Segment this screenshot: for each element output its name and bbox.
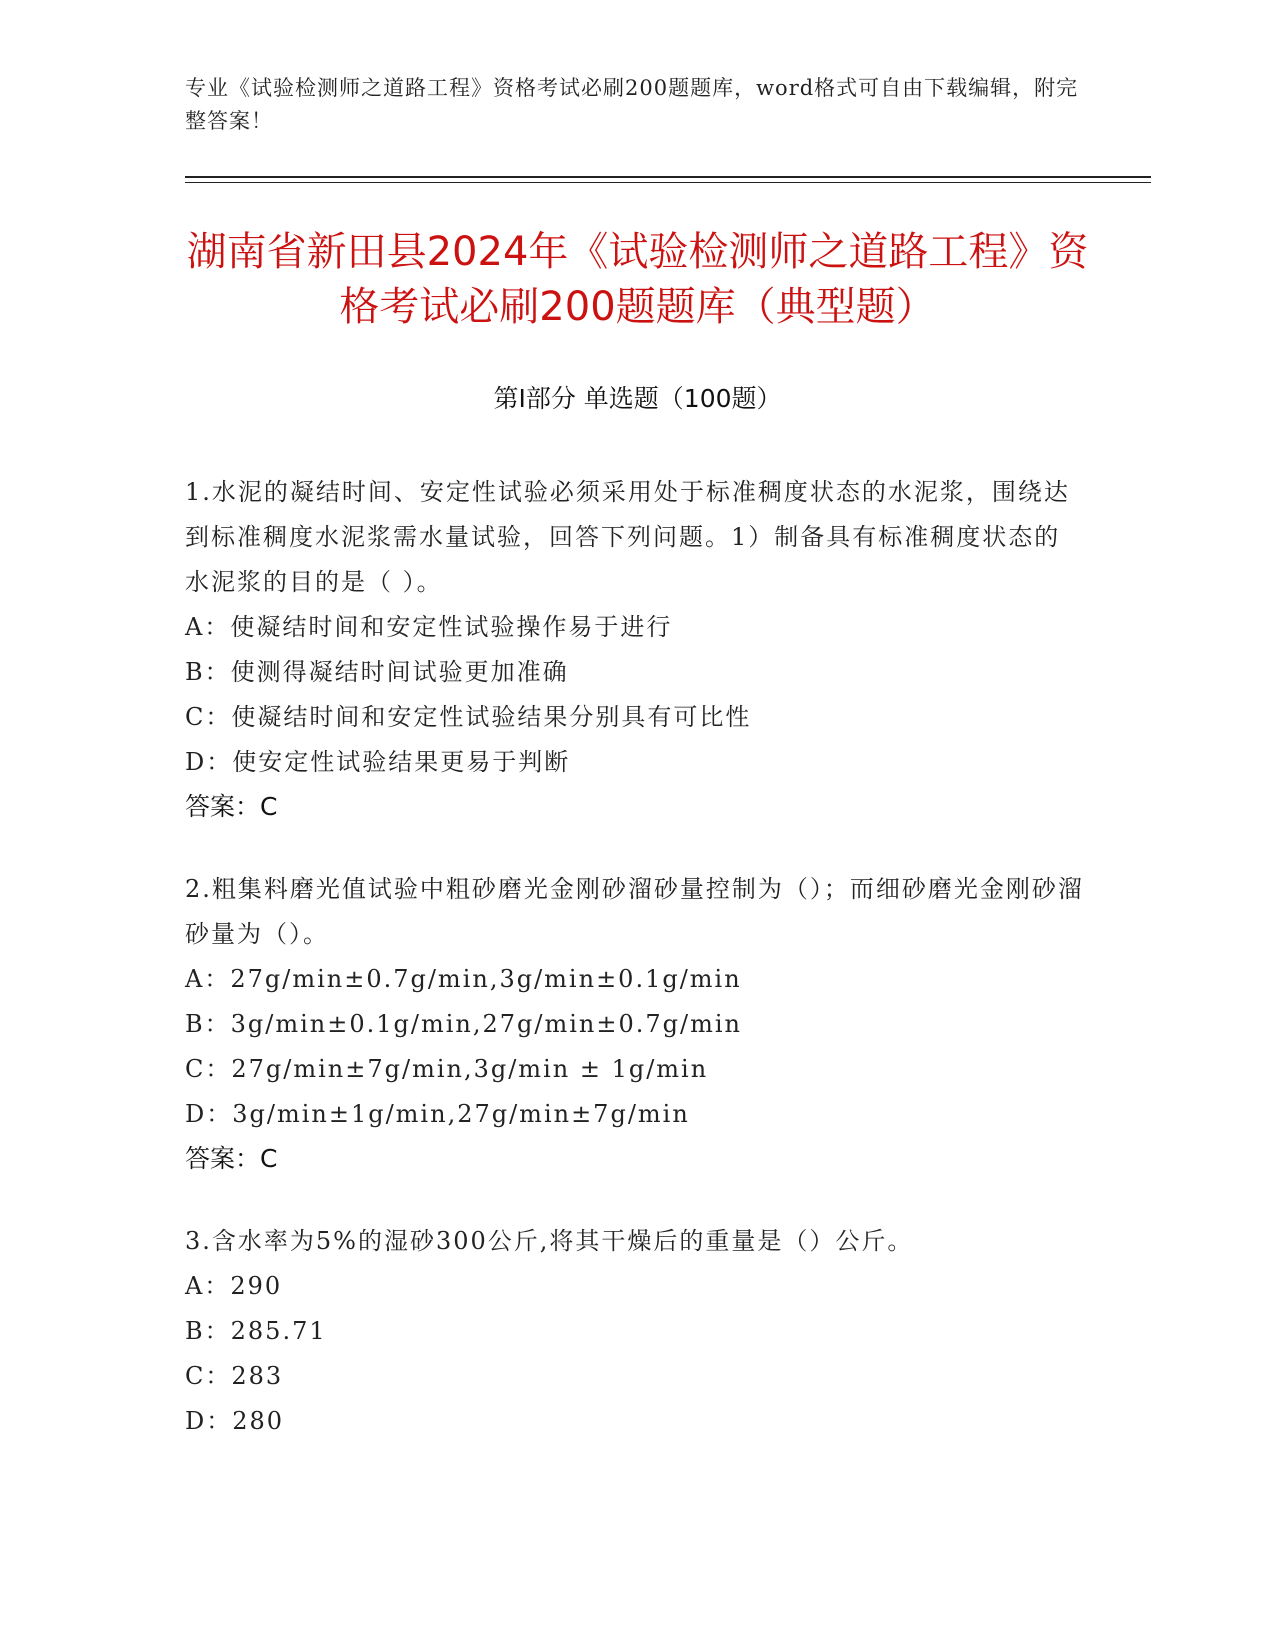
option-b: B：使测得凝结时间试验更加准确 bbox=[185, 658, 569, 686]
answer: 答案：C bbox=[185, 1144, 278, 1173]
header-divider-thin bbox=[185, 182, 1151, 183]
option-c: C：283 bbox=[185, 1362, 284, 1390]
option-a: A：使凝结时间和安定性试验操作易于进行 bbox=[185, 613, 673, 641]
question-3 bbox=[185, 1219, 1085, 1444]
option-c: C：使凝结时间和安定性试验结果分别具有可比性 bbox=[185, 703, 752, 731]
option-a: A：27g/min±0.7g/min,3g/min±0.1g/min bbox=[185, 965, 742, 993]
question-stem: 3.含水率为5%的湿砂300公斤,将其干燥后的重量是（）公斤。 bbox=[185, 1227, 914, 1255]
header-note: 专业《试验检测师之道路工程》资格考试必刷200题题库，word格式可自由下载编辑，附完整答案！ bbox=[185, 76, 1079, 133]
option-b: B：3g/min±0.1g/min,27g/min±0.7g/min bbox=[185, 1010, 742, 1038]
question-stem: 1.水泥的凝结时间、安定性试验必须采用处于标准稠度状态的水泥浆，围绕达到标准稠度水泥浆需水量试验，回答下列问题。1）制备具有标准稠度状态的水泥浆的目的是（ ）。 bbox=[185, 478, 1070, 596]
section-title: 第I部分 单选题（100题） bbox=[493, 384, 782, 413]
option-a: A：290 bbox=[185, 1272, 283, 1300]
answer: 答案：C bbox=[185, 792, 278, 821]
question-2 bbox=[185, 867, 1085, 1181]
question-list bbox=[185, 470, 1085, 1482]
option-c: C：27g/min±7g/min,3g/min ± 1g/min bbox=[185, 1055, 709, 1083]
option-d: D：使安定性试验结果更易于判断 bbox=[185, 748, 571, 776]
option-b: B：285.71 bbox=[185, 1317, 327, 1345]
question-1 bbox=[185, 470, 1085, 829]
document-title: 湖南省新田县2024年《试验检测师之道路工程》资格考试必刷200题题库（典型题） bbox=[186, 229, 1089, 330]
option-d: D：280 bbox=[185, 1407, 285, 1435]
question-stem: 2.粗集料磨光值试验中粗砂磨光金刚砂溜砂量控制为（）；而细砂磨光金刚砂溜砂量为（）。 bbox=[185, 875, 1084, 948]
option-d: D：3g/min±1g/min,27g/min±7g/min bbox=[185, 1100, 690, 1128]
header-divider-thick bbox=[185, 176, 1151, 178]
